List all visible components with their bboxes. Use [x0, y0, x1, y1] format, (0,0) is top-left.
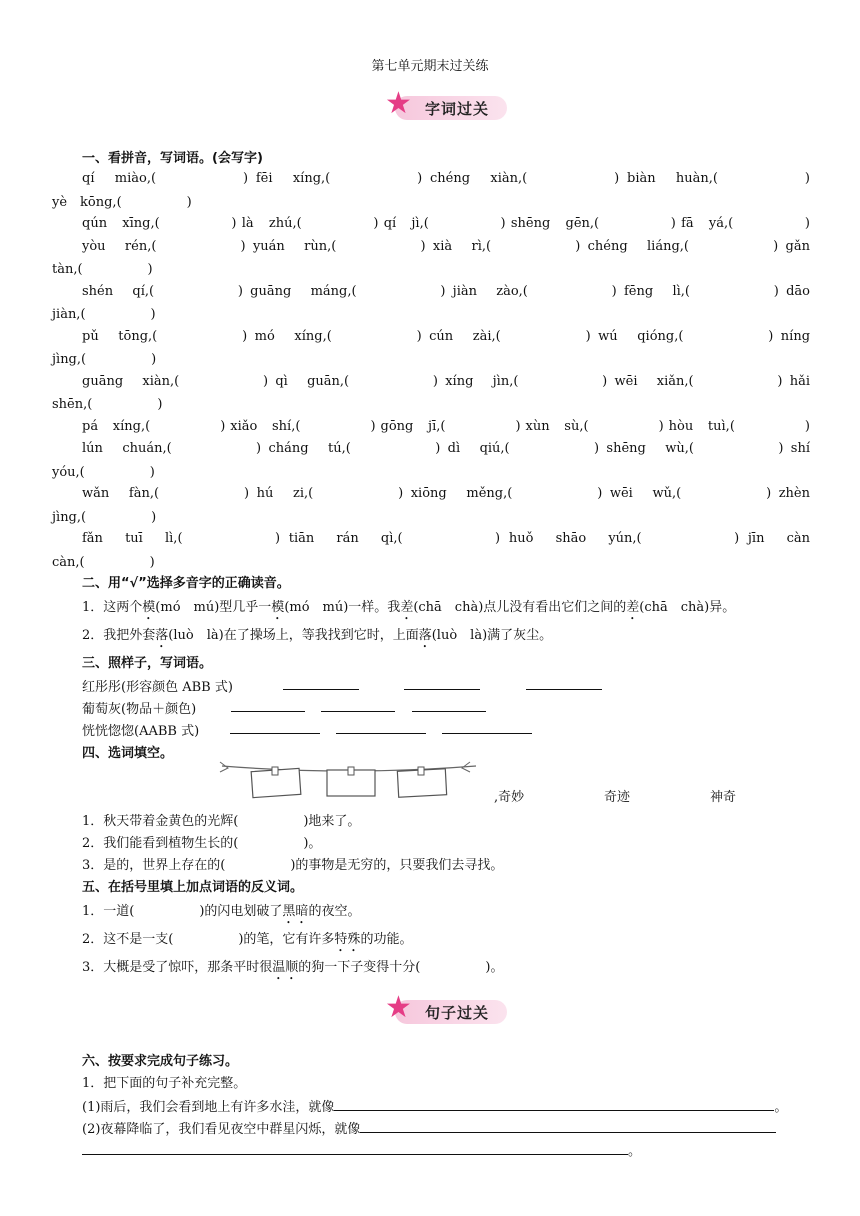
sentence-a — [82, 1096, 787, 1115]
pinyin-item: yuán rùn,( ) — [252, 238, 426, 254]
pinyin-item: yè kōng,( ) — [52, 194, 192, 210]
pinyin-row — [52, 258, 153, 277]
pinyin-item: jìng,( ) — [52, 509, 157, 525]
answer-line[interactable] — [442, 721, 532, 738]
pinyin-item: xùn sù,( ) — [525, 418, 664, 434]
hanging-cards-illustration — [218, 760, 480, 802]
pinyin-row — [52, 551, 155, 570]
fill-question-1: 1．秋天带着金黄色的光辉( )地来了。 — [82, 814, 361, 829]
pinyin-item: yòu rén,( ) — [82, 238, 246, 254]
pinyin-row — [52, 303, 156, 322]
star-icon: ★ — [385, 990, 412, 1025]
dotted-char: 温顺 — [272, 960, 299, 975]
example-aabb: 恍恍惚惚(AABB 式) — [82, 724, 200, 739]
pinyin-item: gōng jī,( ) — [380, 418, 521, 434]
pinyin-item: hòu tuì,( ) — [668, 418, 811, 434]
pinyin-item: hǎi — [789, 373, 810, 389]
pinyin-row — [52, 393, 162, 412]
answer-line[interactable] — [404, 677, 480, 694]
sentence-a-text: (1)雨后，我们会看到地上有许多水洼，就像 — [82, 1100, 335, 1115]
fill-question-3: 3．是的，世界上存在的( )的事物是无穷的，只要我们去寻找。 — [82, 858, 504, 873]
pinyin-item: yóu,( ) — [52, 464, 155, 480]
pinyin-row — [52, 506, 156, 525]
pinyin-item: wēi xiǎn,( ) — [614, 373, 783, 389]
page-title: 第七单元期末过关练 — [371, 59, 489, 74]
dotted-char: 特殊 — [334, 932, 361, 947]
pinyin-row — [52, 348, 156, 367]
pinyin-row — [82, 438, 810, 460]
dotted-char: 黑暗 — [282, 904, 309, 919]
polyphone-question-2: 2．我把外套落(luò là)在了操场上，等我找到它时，上面落(luò là)满了灰尘。 — [82, 628, 553, 643]
star-icon: ★ — [385, 86, 412, 121]
pinyin-item: qí miào,( ) — [82, 171, 249, 186]
dotted-char: 模 — [271, 600, 285, 615]
pinyin-item: shēng wù,( ) — [606, 441, 784, 456]
pinyin-item: fēi xíng,( ) — [255, 171, 423, 186]
answer-line[interactable] — [231, 699, 305, 716]
pinyin-item: pǔ tōng,( ) — [82, 328, 248, 344]
answer-line[interactable] — [412, 699, 486, 716]
pinyin-row — [52, 191, 192, 210]
pinyin-item: qún xīng,( ) — [82, 216, 237, 231]
pinyin-item: huǒ shāo yún,( ) — [508, 531, 740, 546]
pinyin-item: mó xíng,( ) — [254, 328, 422, 344]
pinyin-row — [82, 236, 810, 258]
pinyin-item: biàn huàn,( ) — [627, 171, 811, 186]
pinyin-item: hú zi,( ) — [256, 486, 404, 501]
answer-line[interactable] — [82, 1142, 628, 1155]
pinyin-item: cháng tú,( ) — [268, 441, 441, 456]
pinyin-item: chéng liáng,( ) — [587, 238, 779, 254]
word-option-1: ,奇妙 — [494, 790, 525, 805]
answer-line[interactable] — [336, 721, 426, 738]
pinyin-item: xià rì,( ) — [432, 238, 581, 254]
pinyin-row — [82, 213, 810, 235]
pinyin-row — [82, 483, 810, 505]
pinyin-item: tiān rán qì,( ) — [288, 531, 501, 546]
answer-line[interactable] — [283, 677, 359, 694]
pinyin-item: lún chuán,( ) — [82, 441, 262, 456]
pinyin-item: wú qióng,( ) — [598, 328, 774, 344]
pinyin-item: xiǎo shí,( ) — [230, 418, 376, 434]
pinyin-item: xíng jìn,( ) — [445, 373, 608, 389]
pinyin-row — [82, 528, 810, 550]
pinyin-item: wǎn fàn,( ) — [82, 486, 250, 501]
antonym-question-2: 2．这不是一支( )的笔，它有许多特殊的功能。 — [82, 932, 413, 947]
banner-label: 句子过关 — [425, 1004, 490, 1022]
section-2-heading: 二、用“√”选择多音字的正确读音。 — [82, 576, 290, 591]
pinyin-item: chéng xiàn,( ) — [430, 171, 620, 186]
section-4-heading: 四、选词填空。 — [82, 746, 174, 761]
pinyin-item: tàn,( ) — [52, 262, 153, 277]
pinyin-item: cún zài,( ) — [429, 328, 591, 344]
dotted-char: 差 — [626, 600, 640, 615]
pinyin-item: zhèn — [778, 486, 810, 501]
antonym-question-1: 1．一道( )的闪电划破了黑暗的夜空。 — [82, 904, 361, 919]
fill-question-2: 2．我们能看到植物生长的( )。 — [82, 836, 322, 851]
section-5-heading: 五、在括号里填上加点词语的反义词。 — [82, 880, 304, 895]
sentence-b-cont — [82, 1140, 641, 1159]
example-abb: 红彤彤(形容颜色 ABB 式) — [82, 680, 233, 695]
answer-line[interactable] — [334, 1098, 774, 1111]
pinyin-item: gǎn — [785, 238, 810, 254]
pinyin-item: shí — [790, 441, 810, 456]
answer-line[interactable] — [321, 699, 395, 716]
answer-line[interactable] — [230, 721, 320, 738]
pinyin-item: guāng xiàn,( ) — [82, 373, 269, 389]
sentence-a-end: 。 — [774, 1100, 788, 1115]
polyphone-question-1: 1．这两个模(mó mú)型几乎一模(mó mú)一样。我差(chā chà)点儿没有看出它们之间的差(chā chà)异。 — [82, 600, 736, 615]
pinyin-item: shén qí,( ) — [82, 283, 243, 299]
section-1-heading: 一、看拼音，写词语。(会写字) — [82, 151, 263, 166]
pinyin-item: jìng,( ) — [52, 352, 157, 367]
dotted-char: 模 — [142, 600, 156, 615]
pinyin-item: jīn càn — [747, 531, 811, 546]
pinyin-item: guāng máng,( ) — [250, 283, 446, 299]
pinyin-row — [82, 281, 810, 303]
pinyin-item: qì guān,( ) — [275, 373, 438, 389]
pinyin-item: dì qiú,( ) — [447, 441, 600, 456]
pinyin-row — [82, 168, 810, 190]
dotted-char: 落 — [155, 628, 169, 643]
pinyin-item: shēng gēn,( ) — [510, 216, 676, 231]
pinyin-item: xiōng měng,( ) — [410, 486, 603, 501]
pinyin-item: jiàn zào,( ) — [452, 283, 617, 299]
pinyin-item: là zhú,( ) — [241, 216, 379, 231]
pinyin-row — [52, 461, 155, 480]
dotted-char: 落 — [418, 628, 432, 643]
banner-label: 字词过关 — [425, 100, 490, 118]
pinyin-row — [82, 416, 810, 438]
sentence-b-text: (2)夜幕降临了，我们看见夜空中群星闪烁，就像 — [82, 1122, 361, 1137]
pinyin-item: pá xíng,( ) — [82, 418, 226, 434]
word-option-2: 奇迹 — [604, 790, 631, 805]
pinyin-item: càn,( ) — [52, 554, 155, 570]
dotted-char: 差 — [400, 600, 414, 615]
section-banner-sentences — [385, 990, 507, 1028]
pinyin-item: níng — [780, 328, 811, 344]
pinyin-item: shēn,( ) — [52, 397, 163, 412]
section-banner-words — [385, 86, 507, 124]
pinyin-item: wēi wǔ,( ) — [609, 486, 772, 501]
sentence-b-end: 。 — [628, 1144, 642, 1159]
word-option-3: 神奇 — [710, 790, 737, 805]
sentence-task-1: 1．把下面的句子补充完整。 — [82, 1076, 247, 1091]
example-item-color: 葡萄灰(物品＋颜色) — [82, 702, 197, 717]
pinyin-row — [82, 371, 810, 393]
pinyin-item: qí jì,( ) — [383, 216, 506, 231]
antonym-question-3: 3．大概是受了惊吓，那条平时很温顺的狗一下子变得十分( )。 — [82, 960, 504, 975]
pinyin-item: dāo — [786, 283, 810, 299]
pinyin-item: fā yá,( ) — [681, 216, 810, 231]
pinyin-item: jiàn,( ) — [52, 307, 156, 322]
pinyin-row — [82, 326, 810, 348]
section-3-heading: 三、照样子，写词语。 — [82, 656, 213, 671]
answer-line[interactable] — [360, 1120, 776, 1133]
pinyin-item: fǎn tuī lì,( ) — [82, 531, 281, 546]
answer-line[interactable] — [526, 677, 602, 694]
sentence-b — [82, 1118, 776, 1137]
pinyin-item: fēng lì,( ) — [624, 283, 779, 299]
section-6-heading: 六、按要求完成句子练习。 — [82, 1054, 239, 1069]
